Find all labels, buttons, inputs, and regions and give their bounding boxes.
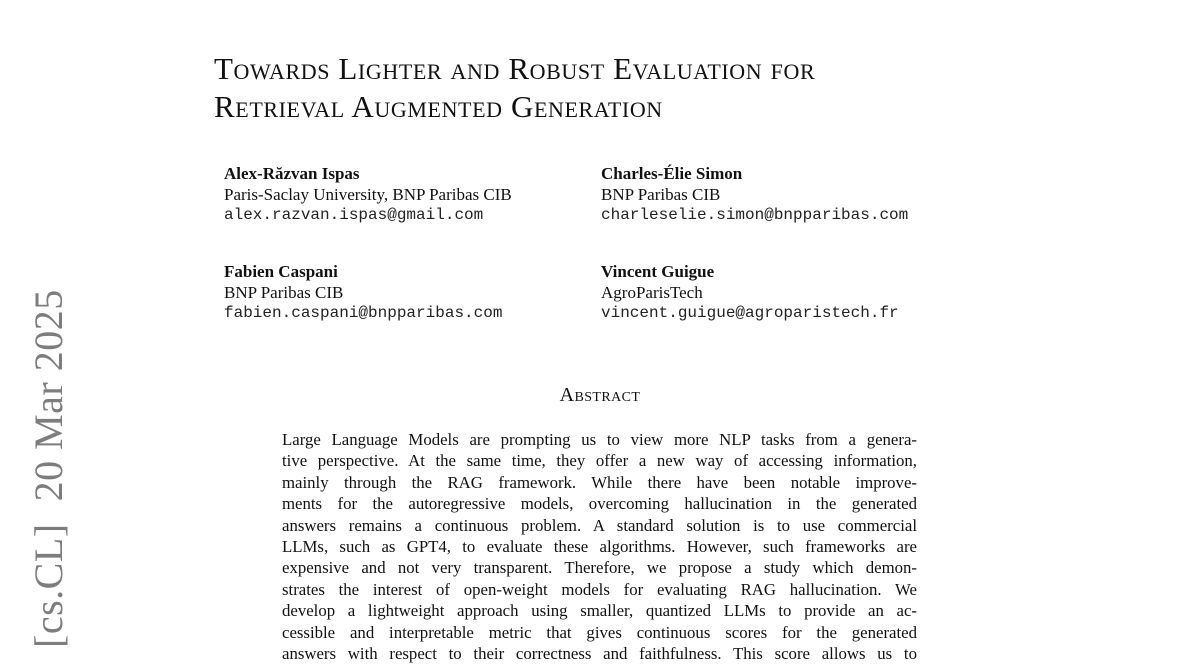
abstract-line: LLMs, such as GPT4, to evaluate these algorithms. However, such frameworks are	[282, 536, 917, 556]
abstract-line: develop a lightweight approach using smaller, quantized LLMs to provide an ac-	[282, 601, 917, 621]
abstract-line: answers with respect to their correctness and faithfulness. This score allows us to	[282, 643, 917, 663]
abstract-heading: Abstract	[559, 384, 641, 406]
author-name: Fabien Caspani	[224, 262, 338, 281]
abstract-line: cessible and interpretable metric that gives continuous scores for the generated	[282, 622, 917, 642]
author-affiliation: Paris-Saclay University, BNP Paribas CIB	[224, 185, 512, 204]
author-email: fabien.caspani@bnpparibas.com	[224, 304, 503, 322]
author-affiliation: BNP Paribas CIB	[601, 185, 721, 204]
author-affiliation: BNP Paribas CIB	[224, 283, 344, 302]
arxiv-category: [cs.CL]	[26, 523, 71, 648]
author-block-1	[224, 163, 512, 226]
abstract-line: ments for the autoregressive models, overcoming hallucination in the generated	[282, 494, 917, 514]
author-email: vincent.guigue@agroparistech.fr	[601, 304, 899, 322]
author-block-3	[224, 261, 502, 324]
author-name: Alex-Răzvan Ispas	[224, 164, 360, 183]
title-line-2: Retrieval Augmented Generation	[214, 89, 663, 124]
abstract-line: expensive and not very transparent. Therefore, we propose a study which demon-	[282, 558, 917, 578]
author-email: charleselie.simon@bnpparibas.com	[601, 206, 909, 224]
title-line-1: Towards Lighter and Robust Evaluation for	[214, 51, 816, 86]
author-block-2	[601, 163, 908, 226]
abstract-line: answers remains a continuous problem. A standard solution is to use commercial	[282, 515, 917, 535]
abstract-line: tive perspective. At the same time, they offer a new way of accessing information,	[282, 451, 917, 471]
author-affiliation: AgroParisTech	[601, 283, 703, 302]
abstract-line: mainly through the RAG framework. While there have been notable improve-	[282, 472, 917, 492]
author-email: alex.razvan.ispas@gmail.com	[224, 206, 484, 224]
author-block-4	[601, 261, 899, 324]
author-name: Vincent Guigue	[601, 262, 715, 281]
arxiv-side-stamp	[28, 289, 70, 648]
paper-title	[214, 50, 1074, 126]
author-name: Charles-Élie Simon	[601, 164, 743, 183]
abstract-line: strates the interest of open-weight models for evaluating RAG hallucination. We	[282, 579, 917, 599]
arxiv-date: 20 Mar 2025	[26, 289, 71, 502]
abstract-line: Large Language Models are prompting us to view more NLP tasks from a genera-	[282, 430, 917, 449]
abstract-body	[282, 429, 917, 664]
